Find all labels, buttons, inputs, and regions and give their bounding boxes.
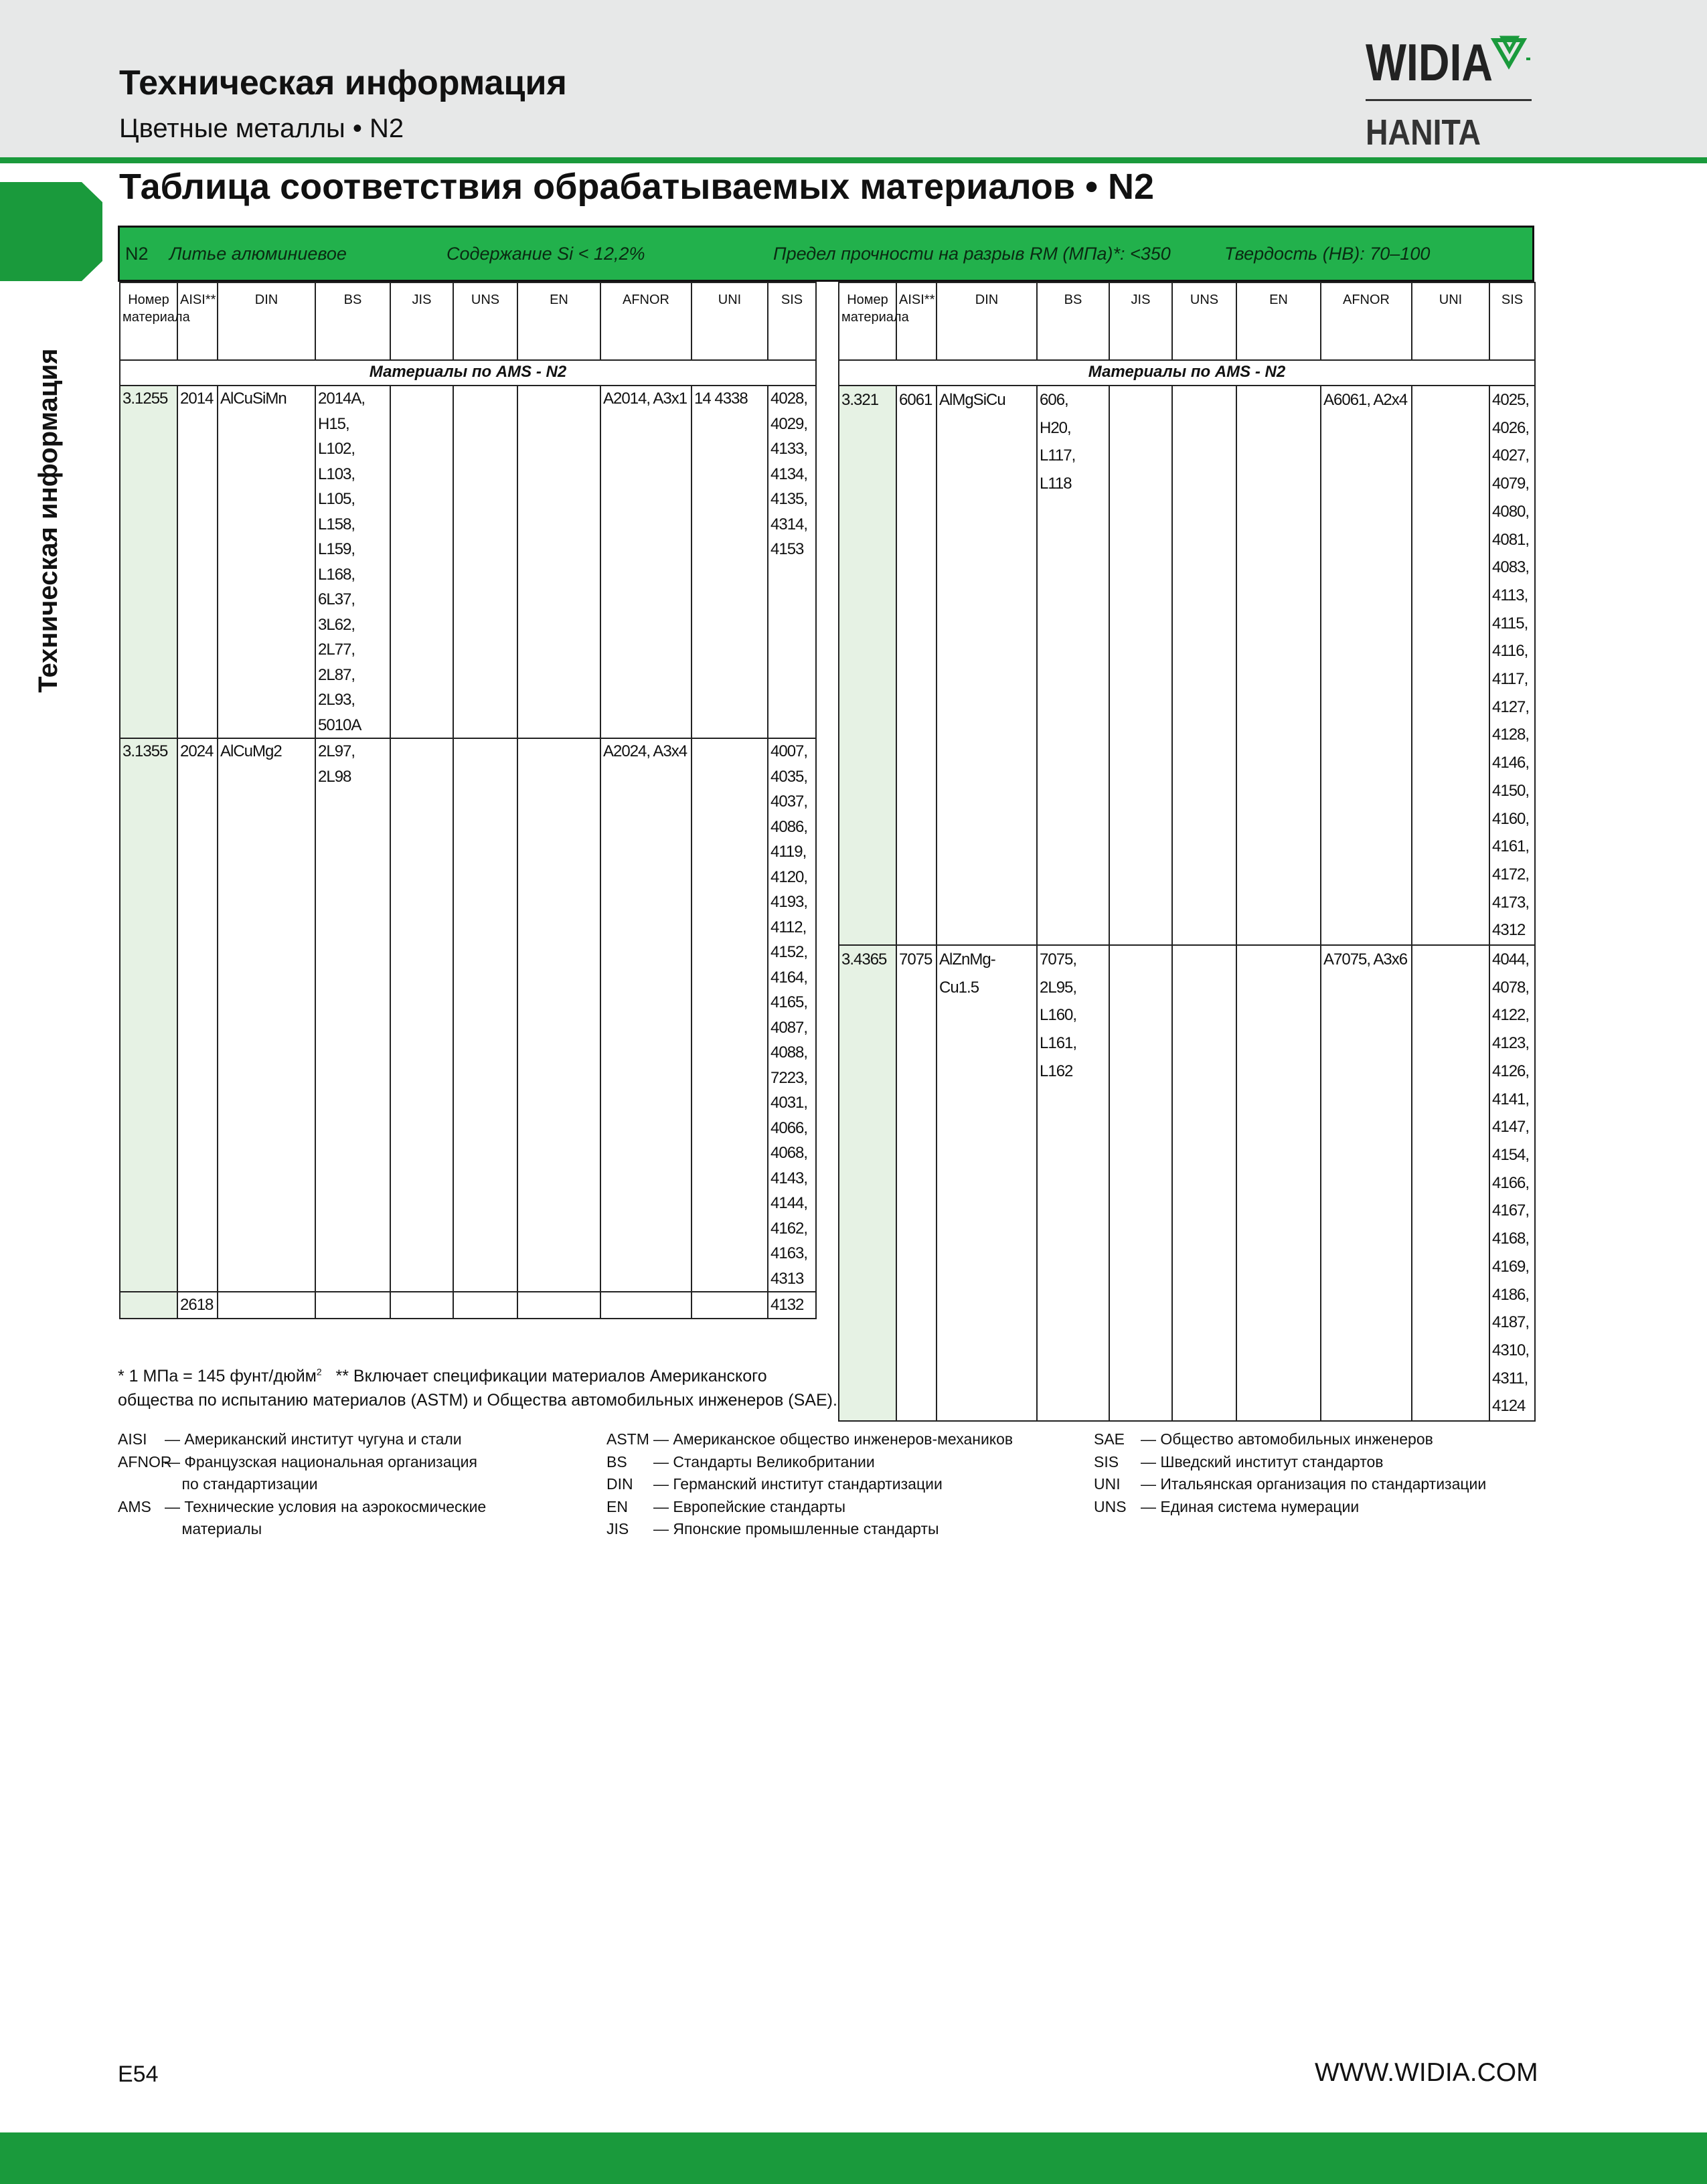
legend-text: по стандартизации xyxy=(165,1475,318,1493)
legend-abbr: EN xyxy=(606,1497,628,1515)
legend-item xyxy=(118,1473,486,1496)
legend-item xyxy=(606,1473,1013,1496)
cell-uns xyxy=(1172,945,1236,1421)
side-tab-label-wrap xyxy=(33,305,74,693)
cell-en xyxy=(517,738,600,1292)
group-si: Содержание Si < 12,2% xyxy=(446,244,645,264)
cell-afnor: A7075, A3x6 xyxy=(1321,945,1412,1421)
legend-abbr: ASTM xyxy=(606,1430,649,1448)
cell-din: AlCuSiMn xyxy=(218,386,315,738)
column-header: SIS xyxy=(1489,282,1535,360)
header-rule xyxy=(0,157,1707,163)
page-title: Таблица соответствия обрабатываемых материалов • N2 xyxy=(119,167,1155,207)
group-name: Литье алюминиевое xyxy=(169,244,347,264)
legend-item xyxy=(118,1518,486,1541)
legend-abbr: UNI xyxy=(1094,1475,1121,1493)
legend-col-1 xyxy=(118,1428,486,1541)
legend-text: — Германский институт стандартизации xyxy=(653,1475,943,1493)
footer-bar xyxy=(0,2132,1707,2184)
cell-afnor: A2024, A3x4 xyxy=(600,738,692,1292)
cell-sis: 4025, 4026, 4027, 4079, 4080, 4081, 4083, 4113, 4115, 4116, 4117, 4127, 4128, 4146, 4150, 4160, 4161, 4172, 4173, 4312 xyxy=(1489,386,1535,945)
legend-text: — Американское общество инженеров-механиков xyxy=(653,1430,1013,1448)
section-label: Материалы по AMS - N2 xyxy=(839,360,1535,386)
column-header: AFNOR xyxy=(1321,282,1412,360)
legend-item xyxy=(1094,1473,1486,1496)
cell-bs: 2014A, H15, L102, L103, L105, L158, L159, L168, 6L37, 3L62, 2L77, 2L87, 2L93, 5010A xyxy=(315,386,390,738)
cell-afnor: A6061, A2x4 xyxy=(1321,386,1412,945)
legend-item xyxy=(606,1451,1013,1474)
column-header: JIS xyxy=(390,282,453,360)
cell-uni xyxy=(1412,945,1489,1421)
left-header-row xyxy=(120,282,816,360)
cell-sis: 4044, 4078, 4122, 4123, 4126, 4141, 4147, 4154, 4166, 4167, 4168, 4169, 4186, 4187, 4310, 4311, 4124 xyxy=(1489,945,1535,1421)
legend-item xyxy=(118,1496,486,1519)
footnote xyxy=(118,1364,841,1413)
legend-abbr: AISI xyxy=(118,1430,147,1448)
side-tab xyxy=(0,182,102,281)
cell-afnor xyxy=(600,1292,692,1319)
cell-num: 3.1255 xyxy=(120,386,177,738)
legend-item xyxy=(118,1428,486,1451)
cell-jis xyxy=(1109,386,1172,945)
legend-col-2 xyxy=(606,1428,1013,1541)
column-header: BS xyxy=(315,282,390,360)
cell-bs: 606, H20, L117, L118 xyxy=(1037,386,1109,945)
column-header: EN xyxy=(1236,282,1321,360)
legend-abbr: SAE xyxy=(1094,1430,1125,1448)
legend-text: материалы xyxy=(165,1520,262,1537)
group-hardness: Твердость (HB): 70–100 xyxy=(1224,244,1431,264)
legend-abbr: AMS xyxy=(118,1497,151,1515)
section-row xyxy=(120,360,816,386)
cell-sis: 4132 xyxy=(768,1292,816,1319)
cell-sis: 4028, 4029, 4133, 4134, 4135, 4314, 4153 xyxy=(768,386,816,738)
cell-jis xyxy=(390,1292,453,1319)
legend-text: — Европейские стандарты xyxy=(653,1497,846,1515)
cell-num: 3.1355 xyxy=(120,738,177,1292)
cell-uni xyxy=(692,738,768,1292)
cell-aisi: 7075 xyxy=(896,945,937,1421)
cell-jis xyxy=(390,386,453,738)
legend-item xyxy=(606,1518,1013,1541)
cell-afnor: A2014, A3x1 xyxy=(600,386,692,738)
cell-en xyxy=(517,386,600,738)
website-url: WWW.WIDIA.COM xyxy=(1315,2058,1538,2087)
column-header: AISI** xyxy=(896,282,937,360)
legend-abbr: BS xyxy=(606,1452,627,1471)
cell-num: 3.4365 xyxy=(839,945,896,1421)
legend-text: — Американский институт чугуна и стали xyxy=(165,1430,462,1448)
column-header: AISI** xyxy=(177,282,218,360)
cell-aisi: 2014 xyxy=(177,386,218,738)
legend-text: — Французская национальная организация xyxy=(165,1452,477,1471)
cell-aisi: 6061 xyxy=(896,386,937,945)
legend-item xyxy=(1094,1428,1486,1451)
column-header: JIS xyxy=(1109,282,1172,360)
legend-item xyxy=(606,1496,1013,1519)
legend-item xyxy=(606,1428,1013,1451)
legend-abbr: UNS xyxy=(1094,1497,1127,1515)
page-number: E54 xyxy=(118,2062,159,2087)
material-group-bar xyxy=(118,226,1534,282)
group-code: N2 xyxy=(125,244,149,264)
cell-jis xyxy=(390,738,453,1292)
column-header: EN xyxy=(517,282,600,360)
group-strength: Предел прочности на разрыв RM (МПа)*: <350 xyxy=(773,244,1171,264)
cell-uns xyxy=(453,1292,517,1319)
cell-jis xyxy=(1109,945,1172,1421)
column-header: SIS xyxy=(768,282,816,360)
legend-col-3 xyxy=(1094,1428,1486,1518)
widia-hanita-logo xyxy=(1366,32,1533,153)
svg-text:WIDIA: WIDIA xyxy=(1366,33,1493,92)
legend-text: — Общество автомобильных инженеров xyxy=(1141,1430,1433,1448)
cell-en xyxy=(1236,386,1321,945)
svg-text:HANITA: HANITA xyxy=(1366,112,1481,153)
column-header: AFNOR xyxy=(600,282,692,360)
legend-item xyxy=(1094,1451,1486,1474)
column-header: DIN xyxy=(218,282,315,360)
cell-uns xyxy=(1172,386,1236,945)
cell-num: 3.321 xyxy=(839,386,896,945)
cell-sis: 4007, 4035, 4037, 4086, 4119, 4120, 4193, 4112, 4152, 4164, 4165, 4087, 4088, 7223, 4031, 4066, 4068, 4143, 4144, 4162, 4163, 4313 xyxy=(768,738,816,1292)
cell-bs: 2L97, 2L98 xyxy=(315,738,390,1292)
column-header: Номер материала xyxy=(839,282,896,360)
cell-uni: 14 4338 xyxy=(692,386,768,738)
table-row xyxy=(839,386,1535,945)
column-header: Номер материала xyxy=(120,282,177,360)
legend-text: — Итальянская организация по стандартизации xyxy=(1141,1475,1487,1493)
footnote-line1a: * 1 МПа = 145 фунт/дюйм xyxy=(118,1367,317,1385)
table-row xyxy=(120,738,816,1292)
footnote-line1b: ** Включает спецификации материалов Американского xyxy=(321,1367,767,1385)
legend-item xyxy=(118,1451,486,1474)
column-header: UNI xyxy=(692,282,768,360)
cell-bs: 7075, 2L95, L160, L161, L162 xyxy=(1037,945,1109,1421)
column-header: BS xyxy=(1037,282,1109,360)
header-title: Техническая информация xyxy=(119,64,567,102)
legend-text: — Технические условия на аэрокосмические xyxy=(165,1497,487,1515)
right-table xyxy=(838,282,1536,1422)
footnote-sup: 2 xyxy=(316,1366,322,1377)
cell-bs xyxy=(315,1292,390,1319)
header-subtitle: Цветные металлы • N2 xyxy=(119,114,404,143)
legend-abbr: DIN xyxy=(606,1475,633,1493)
table-row xyxy=(120,386,816,738)
left-table xyxy=(119,282,817,1319)
cell-uni xyxy=(692,1292,768,1319)
legend-abbr: AFNOR xyxy=(118,1452,172,1471)
cell-din: AlMgSiCu xyxy=(937,386,1037,945)
column-header: DIN xyxy=(937,282,1037,360)
legend-item xyxy=(1094,1496,1486,1519)
legend-abbr xyxy=(118,1518,165,1541)
cell-en xyxy=(1236,945,1321,1421)
table-row xyxy=(120,1292,816,1319)
cell-aisi: 2618 xyxy=(177,1292,218,1319)
cell-num xyxy=(120,1292,177,1319)
section-label: Материалы по AMS - N2 xyxy=(120,360,816,386)
column-header: UNI xyxy=(1412,282,1489,360)
legend-abbr: SIS xyxy=(1094,1452,1119,1471)
cell-aisi: 2024 xyxy=(177,738,218,1292)
cell-uns xyxy=(453,386,517,738)
right-header-row xyxy=(839,282,1535,360)
cell-uns xyxy=(453,738,517,1292)
legend-text: — Единая система нумерации xyxy=(1141,1497,1360,1515)
cell-uni xyxy=(1412,386,1489,945)
cell-din xyxy=(218,1292,315,1319)
cell-din: AlCuMg2 xyxy=(218,738,315,1292)
legend-text: — Стандарты Великобритании xyxy=(653,1452,875,1471)
side-tab-label: Техническая информация xyxy=(33,348,63,693)
cell-en xyxy=(517,1292,600,1319)
column-header: UNS xyxy=(1172,282,1236,360)
column-header: UNS xyxy=(453,282,517,360)
section-row xyxy=(839,360,1535,386)
cell-din: AlZnMg-Cu1.5 xyxy=(937,945,1037,1421)
legend-abbr xyxy=(118,1473,165,1496)
legend-abbr: JIS xyxy=(606,1520,629,1537)
legend-text: — Шведский институт стандартов xyxy=(1141,1452,1384,1471)
legend-text: — Японские промышленные стандарты xyxy=(653,1520,939,1537)
table-row xyxy=(839,945,1535,1421)
footnote-line2: общества по испытанию материалов (ASTM) и Общества автомобильных инженеров (SAE). xyxy=(118,1391,837,1410)
